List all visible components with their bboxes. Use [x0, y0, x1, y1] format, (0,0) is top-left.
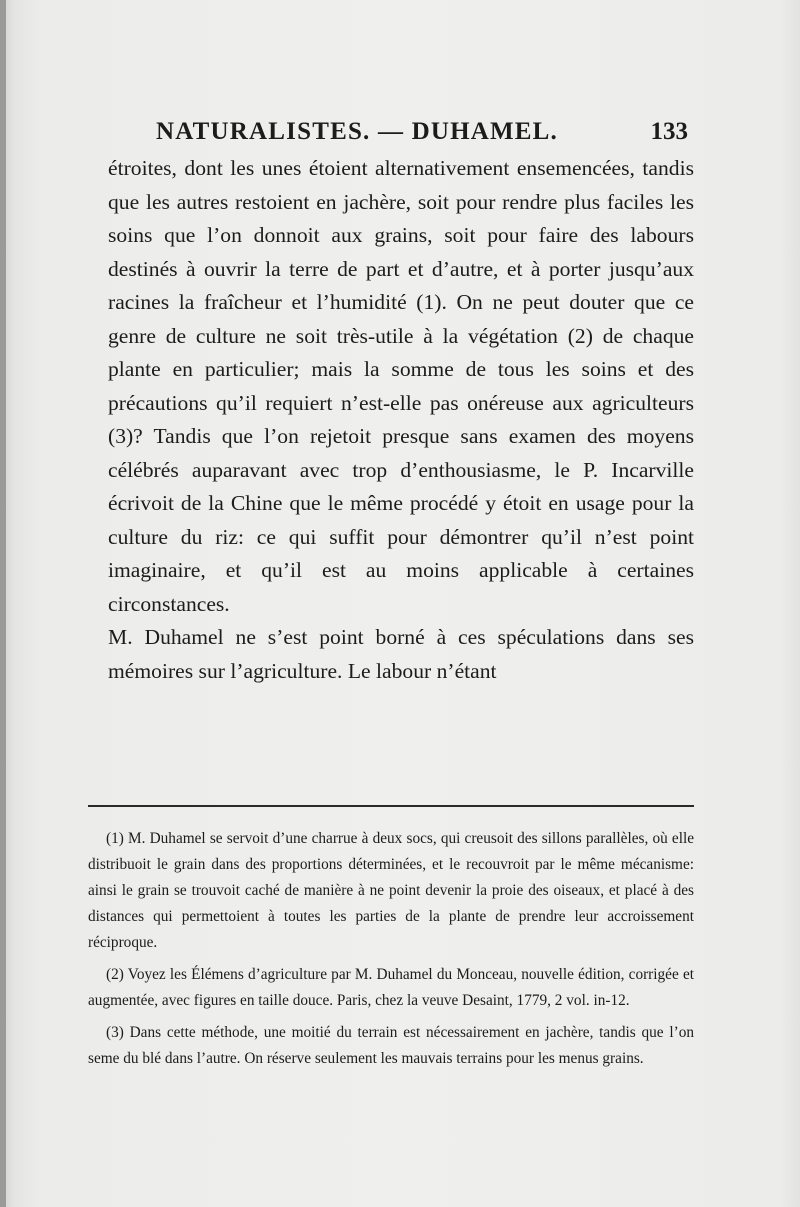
page-spine-edge [0, 0, 6, 1207]
page-number: 133 [650, 118, 688, 145]
running-title: NATURALISTES. — DUHAMEL. [156, 118, 559, 145]
footnote: (3) Dans cette méthode, une moitié du terrain est nécessairement en jachère, tandis que l’on seme du blé dans l’autre. On réserve seulement les mauvais terrains pour les menus grains. [88, 1024, 694, 1067]
footnotes [88, 826, 694, 1078]
footnote: (1) M. Duhamel se servoit d’une charrue à deux socs, qui creusoit des sillons parallèles, où elle distribuoit le grain dans des proportions déterminées, et le recouvroit par le même mécanisme: ainsi le grain se trouvoit caché de manière à ne point devenir la proie des oiseaux, et placé à des distances qui permettoient à toutes les parties de la plante de prendre leur accroissement réciproque. [88, 830, 694, 951]
body-paragraph: étroites, dont les unes étoient alternativement ensemencées, tandis que les autres restoient en jachère, soit pour rendre plus faciles les soins que l’on donnoit aux grains, soit pour faire des labours destinés à ouvrir la terre de part et d’autre, et à porter jusqu’aux racines la fraîcheur et l’humidité (1). On ne peut douter que ce genre de culture ne soit très-utile à la végétation (2) de chaque plante en particulier; mais la somme de tous les soins et des précautions qu’il requiert n’est-elle pas onéreuse aux agriculteurs (3)? Tandis que l’on rejetoit presque sans examen des moyens célébrés auparavant avec trop d’enthousiasme, le P. Incarville écrivoit de la Chine que le même procédé y étoit en usage pour la culture du riz: ce qui suffit pour démontrer qu’il n’est point imaginaire, et qu’il est au moins applicable à certaines circonstances. [108, 156, 694, 616]
main-text [108, 152, 694, 688]
body-paragraph: M. Duhamel ne s’est point borné à ces spéculations dans ses mémoires sur l’agriculture. Le labour n’étant [108, 625, 694, 683]
footnote: (2) Voyez les Élémens d’agriculture par M. Duhamel du Monceau, nouvelle édition, corrigée et augmentée, avec figures en taille douce. Paris, chez la veuve Desaint, 1779, 2 vol. in-12. [88, 966, 694, 1009]
page-header [108, 118, 688, 152]
footnote-divider [88, 805, 694, 807]
